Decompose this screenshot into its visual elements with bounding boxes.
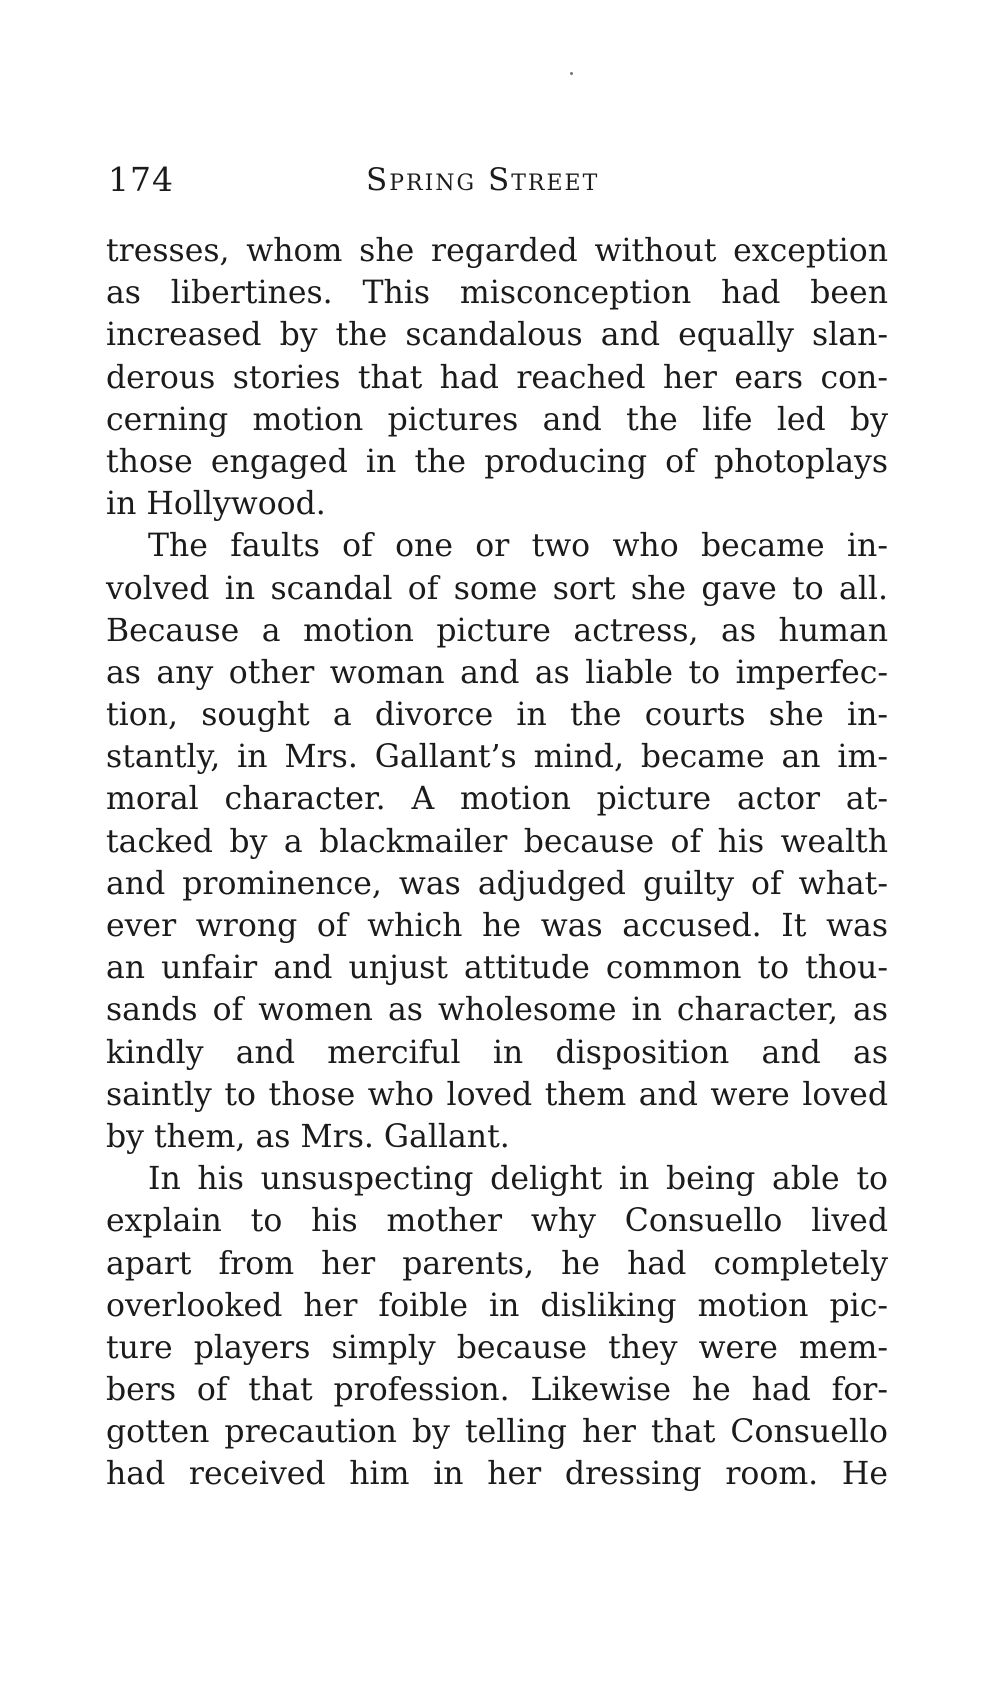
body-text bbox=[106, 230, 888, 1496]
text-line: explain to his mother why Consuello lived bbox=[106, 1203, 888, 1240]
text-line: Because a motion picture actress, as human bbox=[106, 612, 888, 649]
text-line: kindly and merciful in disposition and as bbox=[106, 1034, 888, 1071]
text-line: ture players simply because they were mem- bbox=[106, 1329, 888, 1366]
text-line: tion, sought a divorce in the courts she in- bbox=[106, 697, 888, 734]
text-line: cerning motion pictures and the life led by bbox=[106, 401, 888, 438]
text-line: gotten precaution by telling her that Consuello bbox=[106, 1414, 888, 1451]
text-line: overlooked her foible in disliking motion pic- bbox=[106, 1287, 888, 1324]
text-line: as libertines. This misconception had been bbox=[106, 275, 888, 312]
page-number: 174 bbox=[108, 160, 174, 199]
print-speck bbox=[570, 72, 573, 75]
text-line: had received him in her dressing room. He bbox=[106, 1456, 888, 1493]
text-line: ever wrong of which he was accused. It was bbox=[106, 908, 888, 944]
text-line: tresses, whom she regarded without exception bbox=[106, 233, 888, 269]
text-line: increased by the scandalous and equally slan- bbox=[106, 317, 888, 354]
text-line: bers of that profession. Likewise he had for- bbox=[106, 1372, 888, 1409]
page-header bbox=[108, 150, 888, 210]
text-line: tacked by a blackmailer because of his wealth bbox=[106, 823, 888, 860]
text-line: those engaged in the producing of photoplays bbox=[106, 443, 888, 480]
text-line: moral character. A motion picture actor at- bbox=[106, 781, 888, 818]
text-line: and prominence, was adjudged guilty of what- bbox=[106, 865, 888, 902]
text-line: sands of women as wholesome in character, as bbox=[106, 992, 888, 1029]
text-line: as any other woman and as liable to imperfec- bbox=[106, 654, 888, 691]
running-head: Spring Street bbox=[366, 162, 600, 198]
text-line: saintly to those who loved them and were loved bbox=[106, 1076, 888, 1113]
text-line: in Hollywood. bbox=[106, 486, 326, 523]
text-line: stantly, in Mrs. Gallant’s mind, became an im- bbox=[106, 739, 888, 776]
text-line: an unfair and unjust attitude common to thou- bbox=[106, 950, 888, 987]
text-line: volved in scandal of some sort she gave to all. bbox=[106, 570, 888, 607]
text-line: apart from her parents, he had completely bbox=[106, 1245, 888, 1282]
text-line: The faults of one or two who became in- bbox=[148, 528, 888, 565]
text-line: by them, as Mrs. Gallant. bbox=[106, 1118, 510, 1155]
text-line: derous stories that had reached her ears con- bbox=[106, 359, 888, 396]
text-line: In his unsuspecting delight in being able to bbox=[148, 1161, 888, 1198]
